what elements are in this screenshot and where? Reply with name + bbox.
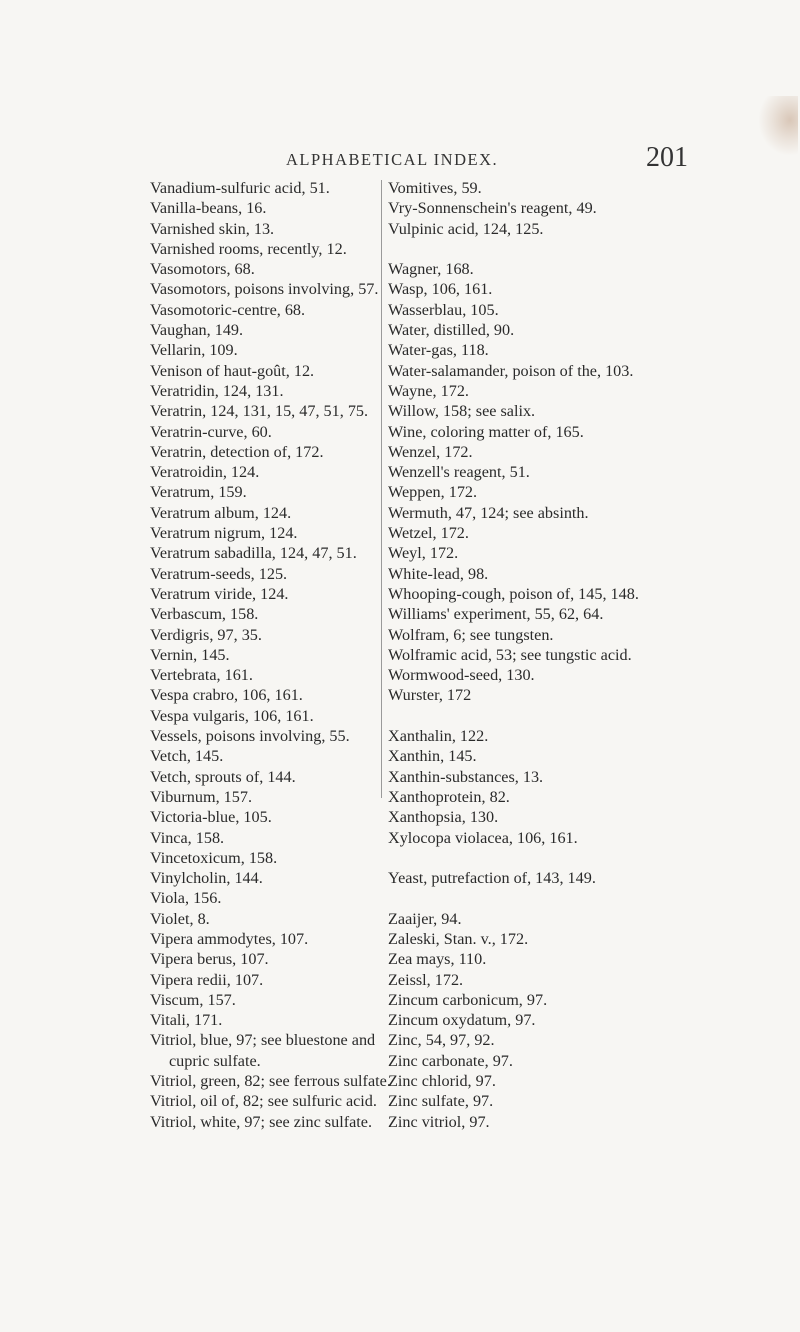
index-entry: Vomitives, 59. xyxy=(388,179,482,197)
column-divider xyxy=(381,180,382,798)
index-entry: Vipera redii, 107. xyxy=(150,970,264,989)
index-entry: Xanthoprotein, 82. xyxy=(388,787,510,806)
index-entry: Zincum oxydatum, 97. xyxy=(388,1011,536,1030)
paper-stain xyxy=(758,96,798,156)
index-entry: Vitali, 171. xyxy=(150,1011,223,1030)
index-entry: Venison of haut-goût, 12. xyxy=(150,361,315,380)
index-entry: Vetch, 145. xyxy=(150,747,224,766)
index-entry: Viscum, 157. xyxy=(150,990,236,1009)
index-entry: Veratrum sabadilla, 124, 47, 51. xyxy=(150,544,357,563)
index-entry: Wasserblau, 105. xyxy=(388,300,499,319)
index-entry: Xanthin, 145. xyxy=(388,747,477,766)
index-entry: Zinc, 54, 97, 92. xyxy=(388,1031,495,1050)
letter-section-gap xyxy=(388,239,788,259)
index-entry: Veratroidin, 124. xyxy=(150,463,260,482)
index-entry: Vernin, 145. xyxy=(150,645,230,664)
index-entry: Wagner, 168. xyxy=(388,260,474,279)
index-entry: Varnished skin, 13. xyxy=(150,219,275,238)
index-entry: Zincum carbonicum, 97. xyxy=(388,990,548,1009)
index-entry: Zaaijer, 94. xyxy=(388,909,462,928)
index-entry: Zinc carbonate, 97. xyxy=(388,1051,513,1070)
index-entry: Zaleski, Stan. v., 172. xyxy=(388,929,529,948)
index-entry: Zinc vitriol, 97. xyxy=(388,1112,490,1131)
index-entry: Vaughan, 149. xyxy=(150,321,244,340)
index-entry: Wolfram, 6; see tungsten. xyxy=(388,625,554,644)
index-entry: Vasomotors, poisons involving, 57. xyxy=(150,280,379,299)
index-entry: Whooping-cough, poison of, 145, 148. xyxy=(388,584,639,603)
index-entry: Vincetoxicum, 158. xyxy=(150,848,278,867)
index-entry: Water-gas, 118. xyxy=(388,341,489,360)
index-entry: Wenzel, 172. xyxy=(388,442,473,461)
letter-section-gap xyxy=(388,888,788,908)
index-entry: Vinca, 158. xyxy=(150,828,225,847)
index-entry: Veratrum-seeds, 125. xyxy=(150,564,288,583)
index-entry: Xanthalin, 122. xyxy=(388,727,489,746)
index-entry: Vasomotoric-centre, 68. xyxy=(150,300,306,319)
index-entry: Zeissl, 172. xyxy=(388,970,464,989)
index-entry: Vitriol, green, 82; see ferrous sulfate. xyxy=(150,1072,391,1091)
index-entry: Veratrum album, 124. xyxy=(150,503,292,522)
index-entry: Varnished rooms, recently, 12. xyxy=(150,239,347,258)
index-entry: Zinc chlorid, 97. xyxy=(388,1072,496,1091)
index-column-right xyxy=(388,178,788,1132)
index-entry: White-lead, 98. xyxy=(388,564,489,583)
index-entry: Vipera berus, 107. xyxy=(150,950,269,969)
index-entry: Viburnum, 157. xyxy=(150,787,252,806)
index-entry: Vertebrata, 161. xyxy=(150,666,253,685)
index-entry: Verbascum, 158. xyxy=(150,605,259,624)
page-number: 201 xyxy=(646,142,688,173)
index-entry: Vellarin, 109. xyxy=(150,341,238,360)
index-entry: Willow, 158; see salix. xyxy=(388,402,536,421)
index-entry: Weyl, 172. xyxy=(388,544,459,563)
index-entry: Veratridin, 124, 131. xyxy=(150,381,284,400)
index-entry: Viola, 156. xyxy=(150,889,222,908)
index-entry: Wetzel, 172. xyxy=(388,524,469,543)
index-entry: Vessels, poisons involving, 55. xyxy=(150,727,350,746)
index-entry: Williams' experiment, 55, 62, 64. xyxy=(388,605,604,624)
index-entry: Vipera ammodytes, 107. xyxy=(150,929,309,948)
index-entry: Vitriol, oil of, 82; see sulfuric acid. xyxy=(150,1092,377,1111)
index-entry: Zea mays, 110. xyxy=(388,950,487,969)
index-entry: Vitriol, blue, 97; see bluestone and xyxy=(150,1031,376,1050)
index-entry: Veratrin, detection of, 172. xyxy=(150,442,324,461)
index-entry: Yeast, putrefaction of, 143, 149. xyxy=(388,869,596,888)
index-entry-continuation: cupric sulfate. xyxy=(169,1051,261,1070)
index-entry: Xanthin-substances, 13. xyxy=(388,767,544,786)
index-entry: Veratrum viride, 124. xyxy=(150,584,289,603)
index-entry: Wenzell's reagent, 51. xyxy=(388,463,530,482)
index-entry: Vasomotors, 68. xyxy=(150,260,255,279)
index-entry: Veratrum nigrum, 124. xyxy=(150,524,298,543)
index-entry: Victoria-blue, 105. xyxy=(150,808,272,827)
index-entry: Weppen, 172. xyxy=(388,483,478,502)
index-entry: Wine, coloring matter of, 165. xyxy=(388,422,584,441)
index-entry: Vanilla-beans, 16. xyxy=(150,199,267,218)
index-entry: Vinylcholin, 144. xyxy=(150,869,263,888)
index-entry: Vespa crabro, 106, 161. xyxy=(150,686,303,705)
index-entry: Veratrin, 124, 131, 15, 47, 51, 75. xyxy=(150,402,369,421)
letter-section-gap xyxy=(388,706,788,726)
index-entry: Wolframic acid, 53; see tungstic acid. xyxy=(388,645,632,664)
index-entry: Zinc sulfate, 97. xyxy=(388,1092,494,1111)
index-entry: Vry-Sonnenschein's reagent, 49. xyxy=(388,199,597,218)
index-entry: Wayne, 172. xyxy=(388,381,469,400)
index-entry: Xanthopsia, 130. xyxy=(388,808,499,827)
index-entry: Vetch, sprouts of, 144. xyxy=(150,767,296,786)
index-entry: Wurster, 172 xyxy=(388,686,472,705)
index-entry: Water, distilled, 90. xyxy=(388,321,515,340)
index-entry: Verdigris, 97, 35. xyxy=(150,625,262,644)
index-entry: Veratrum, 159. xyxy=(150,483,247,502)
index-entry: Xylocopa violacea, 106, 161. xyxy=(388,828,578,847)
index-entry: Violet, 8. xyxy=(150,909,210,928)
index-entry: Water-salamander, poison of the, 103. xyxy=(388,361,634,380)
index-entry: Vulpinic acid, 124, 125. xyxy=(388,219,544,238)
index-entry: Wormwood-seed, 130. xyxy=(388,666,535,685)
index-entry: Veratrin-curve, 60. xyxy=(150,422,272,441)
letter-section-gap xyxy=(388,848,788,868)
index-entry: Vespa vulgaris, 106, 161. xyxy=(150,706,314,725)
index-entry: Wermuth, 47, 124; see absinth. xyxy=(388,503,589,522)
index-entry: Vanadium-sulfuric acid, 51. xyxy=(150,179,330,197)
index-entry: Vitriol, white, 97; see zinc sulfate. xyxy=(150,1112,372,1131)
index-entry: Wasp, 106, 161. xyxy=(388,280,493,299)
page-title: ALPHABETICAL INDEX. xyxy=(286,150,499,169)
